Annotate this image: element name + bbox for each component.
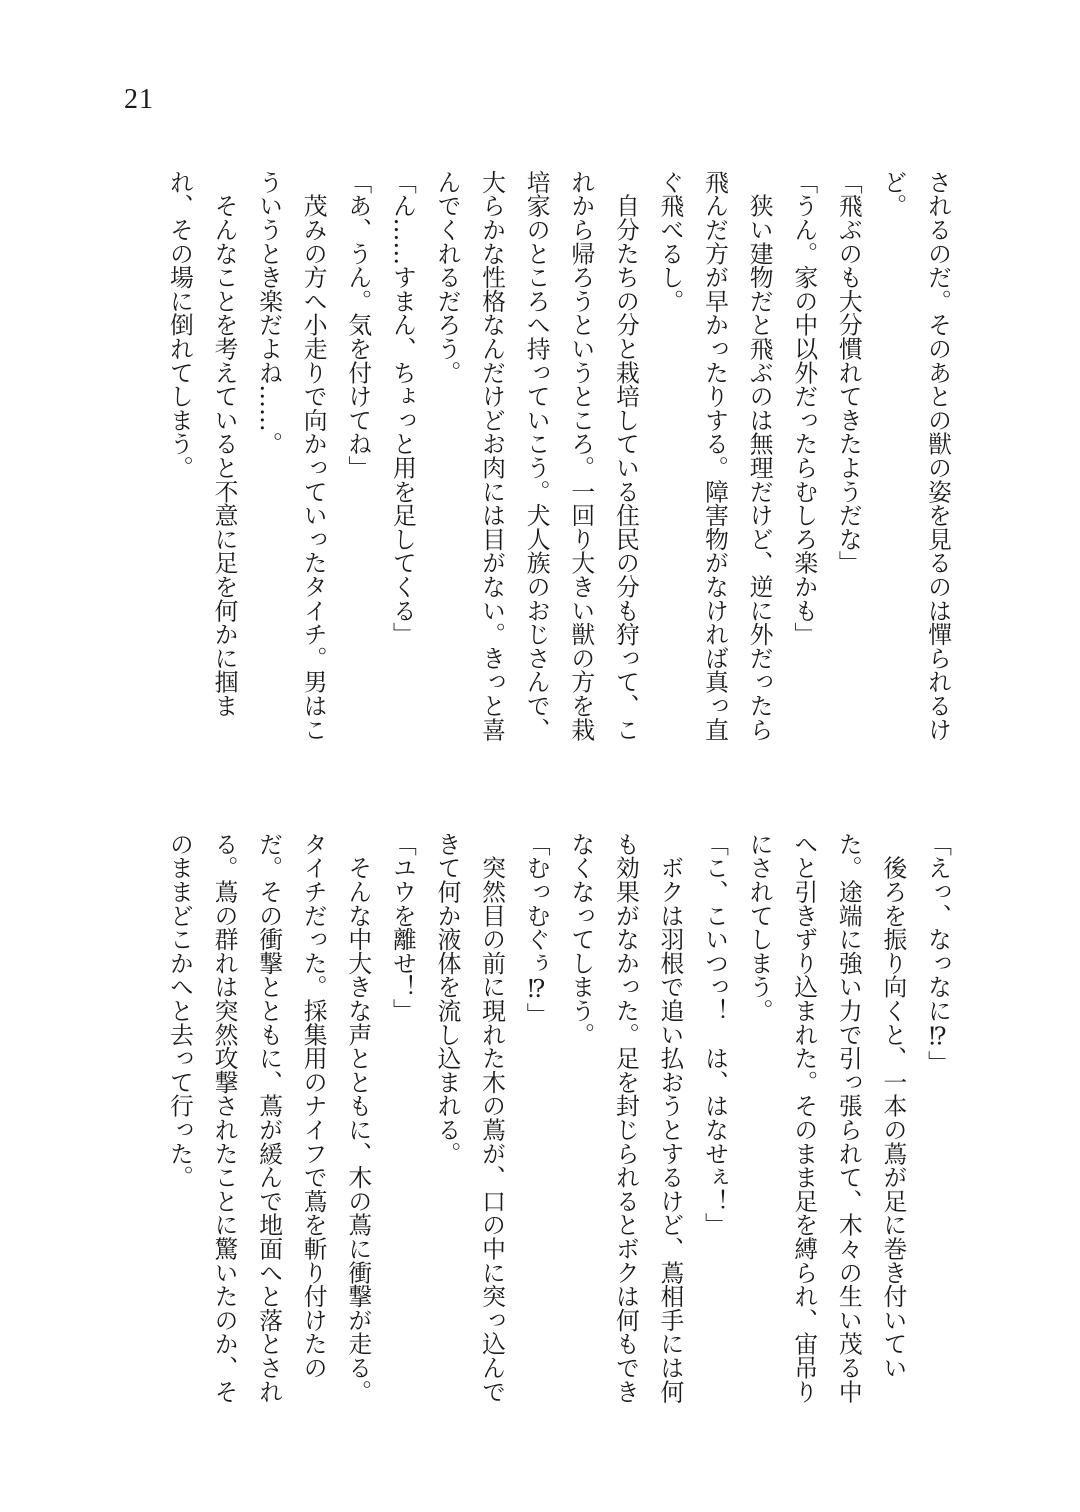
- text-line: んでくれるだろう。: [433, 170, 462, 385]
- text-line: 「あ、うん。気を付けてね」: [344, 170, 373, 480]
- text-line: 「ん……すまん、ちょっと用を足してくる」: [388, 170, 417, 646]
- text-line: 後ろを振り向くと、一本の蔦が足に巻き付いてい: [879, 832, 908, 1380]
- text-line: 飛んだ方が早かったりする。障害物がなければ真っ直: [701, 170, 730, 742]
- text-line: 培家のところへ持っていこう。犬人族のおじさんで、: [522, 170, 551, 742]
- text-line: ぐ飛べるし。: [656, 170, 685, 313]
- text-line: も効果がなかった。足を封じられるとボクは何もでき: [611, 832, 640, 1404]
- text-line: た。途端に強い力で引っ張られて、木々の生い茂る中: [834, 832, 863, 1404]
- text-line: ボクは羽根で追い払おうとするけど、蔦相手には何: [656, 832, 685, 1404]
- text-line: 大らかな性格なんだけどお肉には目がない。きっと喜: [478, 170, 507, 742]
- text-line: 「うん。家の中以外だったらむしろ楽かも」: [790, 170, 819, 646]
- text-line: のままどこかへと去って行った。: [165, 832, 194, 1189]
- text-line: 茂みの方へ小走りで向かっていったタイチ。男はこ: [299, 170, 328, 742]
- text-line: る。蔦の群れは突然攻撃されたことに驚いたのか、そ: [210, 832, 239, 1404]
- text-line: なくなってしまう。: [567, 832, 596, 1047]
- text-line: そんなことを考えていると不意に足を何かに掴ま: [210, 170, 239, 718]
- text-line: ど。: [879, 170, 908, 218]
- text-line: そんな中大きな声とともに、木の蔦に衝撃が走る。: [344, 832, 373, 1404]
- text-line: されるのだ。そのあとの獣の姿を見るのは憚られるけ: [924, 170, 952, 742]
- page-number: 21: [124, 84, 154, 115]
- text-line: だ。その衝撃とともに、蔦が緩んで地面へと落とされ: [255, 832, 284, 1404]
- text-line: 「こ、こいつっ！ は、はなせぇ！」: [701, 832, 730, 1237]
- lower-text-block: [150, 832, 960, 1412]
- text-line: ういうとき楽だよね……。: [255, 170, 284, 456]
- text-line: れから帰ろうというところ。一回り大きい獣の方を栽: [567, 170, 596, 742]
- text-line: 自分たちの分と栽培している住民の分も狩って、こ: [611, 170, 640, 742]
- text-line: 「ユウを離せ！」: [388, 832, 417, 1023]
- text-line: きて何か液体を流し込まれる。: [433, 832, 462, 1166]
- text-line: 「えっ、なっなに⁉」: [924, 832, 952, 1075]
- text-line: タイチだった。採集用のナイフで蔦を斬り付けたの: [299, 832, 328, 1380]
- text-line: 「飛ぶのも大分慣れてきたようだな」: [834, 170, 863, 575]
- text-line: 突然目の前に現れた木の蔦が、口の中に突っ込んで: [478, 832, 507, 1404]
- text-line: れ、その場に倒れてしまう。: [165, 170, 194, 480]
- text-line: へと引きずり込まれた。そのまま足を縛られ、宙吊り: [790, 832, 819, 1404]
- text-line: にされてしまう。: [745, 832, 774, 1023]
- text-line: 「むっむぐぅ⁉」: [522, 832, 551, 1027]
- text-line: 狭い建物だと飛ぶのは無理だけど、逆に外だったら: [745, 170, 774, 742]
- upper-text-block: [150, 170, 960, 750]
